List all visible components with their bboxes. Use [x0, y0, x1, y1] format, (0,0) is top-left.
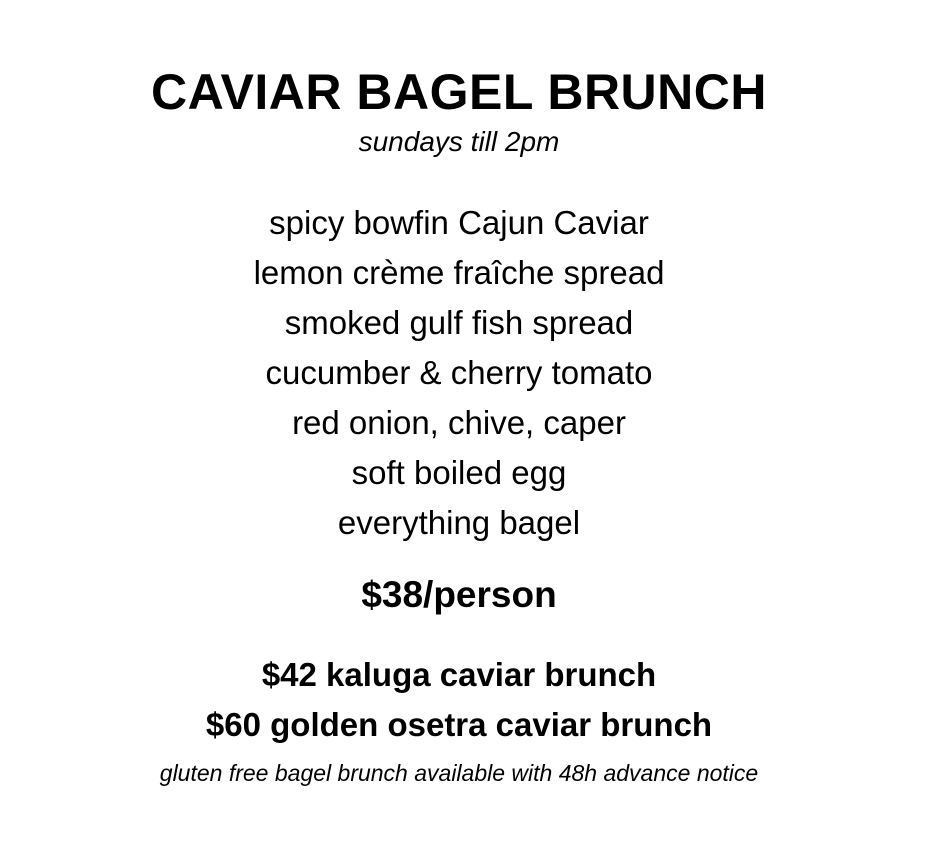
upgrade-option: $42 kaluga caviar brunch [261, 656, 657, 693]
menu-item: everything bagel [337, 504, 581, 541]
dietary-note: gluten free bagel brunch available with 48h advance notice [159, 760, 759, 786]
upgrade-options-list [0, 650, 918, 750]
menu-item: soft boiled egg [351, 454, 567, 491]
menu-price: $38/person [361, 574, 557, 615]
menu-title: CAVIAR BAGEL BRUNCH [151, 64, 767, 120]
menu-subtitle: sundays till 2pm [358, 126, 560, 157]
menu-item: smoked gulf fish spread [284, 304, 634, 341]
upgrade-option: $60 golden osetra caviar brunch [205, 706, 713, 743]
menu-items-list [0, 198, 918, 548]
menu-item: lemon crème fraîche spread [253, 254, 665, 291]
menu-item: cucumber & cherry tomato [265, 354, 653, 391]
menu-item: spicy bowfin Cajun Caviar [269, 204, 649, 241]
menu-item: red onion, chive, caper [292, 404, 626, 441]
